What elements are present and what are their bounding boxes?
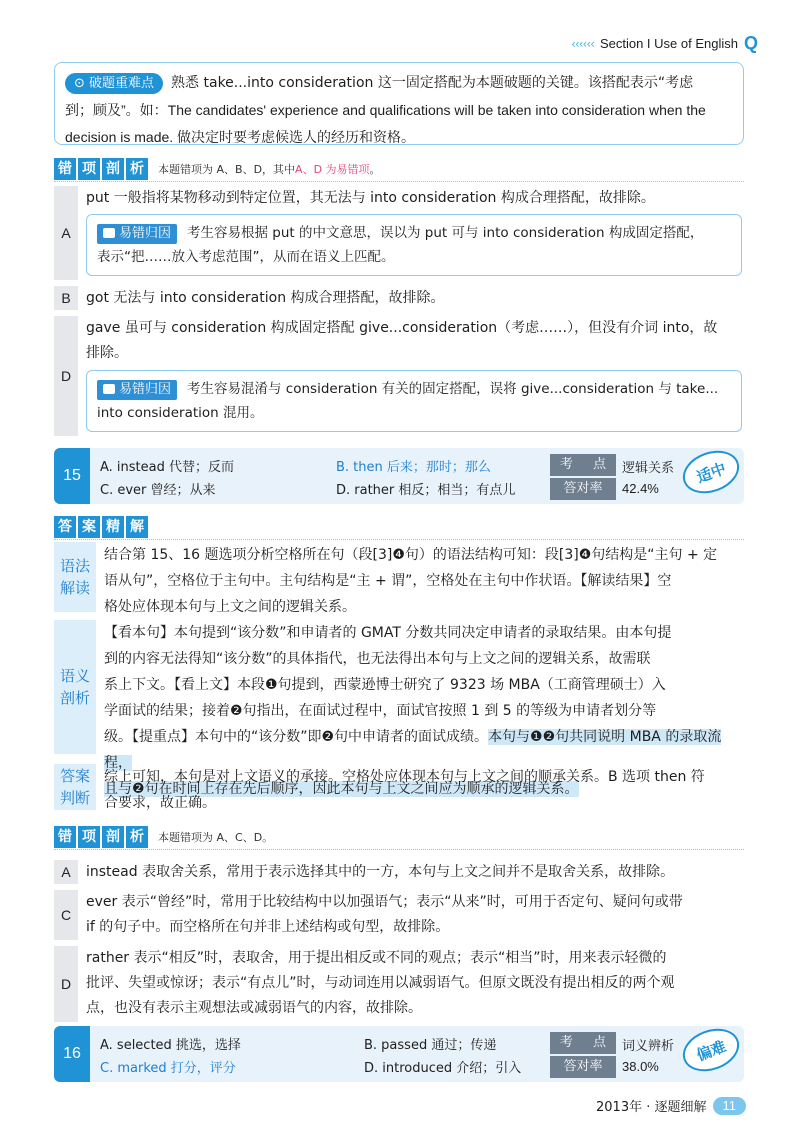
semantic-line-5-highlight: 本句与❶❷句共同说明 MBA 的录取流程， <box>104 729 722 771</box>
heading-char: 析 <box>126 826 148 848</box>
heading-char: 案 <box>78 516 100 538</box>
tag-icon <box>103 384 115 394</box>
difficulty-stamp: 适中 <box>677 443 745 500</box>
error-note-suffix: 。 <box>369 163 381 176</box>
test-point-value-2: 词义辨析 <box>622 1039 675 1054</box>
key-point-box <box>54 62 744 145</box>
key-point-line-3: decision is made. 做决定时要考虑候选人的经历和资格。 <box>65 129 416 145</box>
side-label-line: 答案 <box>59 767 90 785</box>
test-point-value: 逻辑关系 <box>622 461 675 476</box>
error-reason-tag <box>97 380 177 400</box>
section-title: Section I Use of English <box>599 36 738 51</box>
difficulty-stamp-2: 偏难 <box>677 1021 745 1078</box>
semantic-line: 【看本句】本句提到“该分数”和申请者的 GMAT 分数共同决定申请者的录取结果。由本句提 <box>104 625 672 641</box>
heading-char: 剖 <box>102 158 124 180</box>
heading-char: 项 <box>78 826 100 848</box>
heading-char: 错 <box>54 826 76 848</box>
error-note <box>158 161 381 177</box>
side-label-line: 解读 <box>59 579 90 597</box>
error-analysis-heading-2 <box>54 826 273 848</box>
heading-char: 答 <box>54 516 76 538</box>
heading-char: 析 <box>126 158 148 180</box>
grammar-line: 语从句”，空格位于主句中。主句结构是“主 + 谓”，空格处在主句中作状语。【解读结果】空 <box>104 573 672 589</box>
error-reason-box-d <box>86 370 742 432</box>
q15-option-d: D. rather 相反；相当；有点儿 <box>336 483 516 498</box>
option-letter-c: C <box>54 890 78 940</box>
option-c-text <box>86 890 746 940</box>
error-reason-a-line-1: 考生容易根据 put 的中文意思，误以为 put 可与 into consideration 构成固定搭配， <box>187 225 704 241</box>
key-point-label-text: 破题重难点 <box>89 76 155 91</box>
option-d-line-2: 排除。 <box>86 345 128 361</box>
judgment-line: 合要求，故正确。 <box>104 795 216 811</box>
q15-option-b: B. then 后来；那时；那么 <box>336 460 491 475</box>
option-d-text-2 <box>86 946 746 1021</box>
option-letter-d-2: D <box>54 946 78 1022</box>
option-d2-line-1: rather 表示“相反”时，表取舍，用于提出相反或不同的观点；表示“相当”时，用来表示轻微的 <box>86 950 667 966</box>
q16-option-a: A. selected 挑选，选择 <box>100 1038 241 1053</box>
heading-char: 精 <box>102 516 124 538</box>
q-icon: Q <box>743 33 758 53</box>
answer-heading <box>54 516 148 538</box>
error-reason-tag-text: 易错归因 <box>119 382 172 397</box>
q16-option-c: C. marked 打分，评分 <box>100 1061 236 1076</box>
q15-option-c: C. ever 曾经；从来 <box>100 483 216 498</box>
option-d-line-1: gave 虽可与 consideration 构成固定搭配 give...consideration（考虑……），但没有介词 into，故 <box>86 320 718 336</box>
tag-icon <box>103 228 115 238</box>
semantic-line-5-plain: 级。【提重点】本句中的“该分数”即❷句中申请者的面试成绩。 <box>104 729 489 745</box>
heading-char: 解 <box>126 516 148 538</box>
option-letter-a-2: A <box>54 860 78 884</box>
question-15-number: 15 <box>54 448 90 504</box>
option-c-line-2: if 的句子中。而空格所在句并非上述结构或句型，故排除。 <box>86 919 450 935</box>
option-a-text-2: instead 表取舍关系，常用于表示选择其中的一方，本句与上文之间并不是取舍关系，故排除。 <box>86 864 675 880</box>
answer-judgment <box>104 764 746 816</box>
heading-char: 项 <box>78 158 100 180</box>
correct-rate-value: 42.4% <box>622 481 659 496</box>
running-header <box>571 33 758 54</box>
test-point-label-2: 考 点 <box>550 1032 616 1054</box>
footer-text: 2013年 · 逐题细解 <box>596 1100 707 1115</box>
page-number: 11 <box>713 1097 747 1115</box>
error-reason-tag-text: 易错归因 <box>119 226 172 241</box>
key-point-label: ⊙ 破题重难点 <box>65 73 163 94</box>
error-analysis-heading <box>54 158 381 180</box>
question-16-number: 16 <box>54 1026 90 1082</box>
option-d2-line-3: 点，也没有表示主观想法或减弱语气的内容，故排除。 <box>86 1000 422 1016</box>
q16-option-b: B. passed 通过；传递 <box>364 1038 497 1053</box>
correct-rate-value-2: 38.0% <box>622 1059 659 1074</box>
option-c-line-1: ever 表示“曾经”时，常用于比较结构中以加强语气；表示“从来”时，可用于否定句、疑问句或带 <box>86 894 683 910</box>
side-label-line: 语义 <box>59 667 90 685</box>
page-footer <box>596 1096 746 1115</box>
option-a-text: put 一般指将某物移动到特定位置，其无法与 into consideration 构成合理搭配，故排除。 <box>86 190 655 206</box>
semantic-line: 到的内容无法得知“该分数”的具体指代，也无法得出本句与上文之间的逻辑关系，故需联 <box>104 651 651 667</box>
judgment-line: 综上可知，本句是对上文语义的承接。空格处应体现本句与上文之间的顺承关系。B 选项 then 符 <box>104 769 705 785</box>
option-letter-b: B <box>54 286 78 310</box>
semantic-side-label <box>54 620 96 754</box>
q16-option-d: D. introduced 介绍；引入 <box>364 1061 522 1076</box>
heading-char: 剖 <box>102 826 124 848</box>
error-note-prefix: 本题错项为 A、B、D，其中 <box>158 163 296 176</box>
arrow-decoration: ‹‹‹‹‹‹ <box>571 36 594 51</box>
side-label-line: 剖析 <box>59 689 90 707</box>
error-reason-tag <box>97 224 177 244</box>
key-point-line-2: 到；顾及”。如：The candidates' experience and qualifications will be taken into consideration when the <box>65 102 706 118</box>
semantic-line: 系上下文。【看上文】本段❶句提到，西蒙逊博士研究了 9323 场 MBA（工商管理硕士）入 <box>104 677 666 693</box>
semantic-line: 学面试的结果；接着❷句指出，在面试过程中，面试官按照 1 到 5 的等级为申请者划分等 <box>104 703 657 719</box>
option-letter-d: D <box>54 316 78 436</box>
option-b-text: got 无法与 into consideration 构成合理搭配，故排除。 <box>86 290 445 306</box>
option-d-text <box>86 316 746 366</box>
semantic-line-6-highlight: 且与❷句在时间上存在先后顺序，因此本句与上文之间应为顺承的逻辑关系。 <box>104 781 579 797</box>
dotted-divider <box>54 849 744 850</box>
dotted-divider <box>54 181 744 182</box>
error-note-2: 本题错项为 A、C、D。 <box>158 831 274 844</box>
test-point-label: 考 点 <box>550 454 616 476</box>
error-reason-a-line-2: 表示“把……放入考虑范围”，从而在语义上匹配。 <box>97 249 395 265</box>
heading-char: 错 <box>54 158 76 180</box>
grammar-side-label <box>54 542 96 612</box>
grammar-line: 结合第 15、16 题选项分析空格所在句（段[3]❹句）的语法结构可知：段[3]❹句结构是“主句 + 定 <box>104 547 718 563</box>
side-label-line: 语法 <box>59 557 90 575</box>
grammar-analysis <box>104 542 746 620</box>
grammar-line: 格处应体现本句与上文之间的逻辑关系。 <box>104 599 356 615</box>
q15-option-a: A. instead 代替；反而 <box>100 460 234 475</box>
correct-rate-label-2: 答对率 <box>550 1056 616 1078</box>
correct-rate-label: 答对率 <box>550 478 616 500</box>
error-reason-d-line-1: 考生容易混淆与 consideration 有关的固定搭配，误将 give...consideration 与 take... <box>187 381 719 397</box>
dotted-divider <box>54 539 744 540</box>
error-reason-d-line-2: into consideration 混用。 <box>97 405 264 421</box>
option-d2-line-2: 批评、失望或惊讶；表示“有点儿”时，与动词连用以减弱语气。但原文既没有提出相反的两个观 <box>86 975 675 991</box>
side-label-line: 判断 <box>59 789 90 807</box>
error-reason-box-a <box>86 214 742 276</box>
key-point-line-1: 熟悉 take...into consideration 这一固定搭配为本题破题的关键。该搭配表示“考虑 <box>171 75 694 91</box>
judgment-side-label <box>54 764 96 810</box>
error-note-red: A、D 为易错项 <box>295 163 370 176</box>
option-letter-a: A <box>54 186 78 280</box>
